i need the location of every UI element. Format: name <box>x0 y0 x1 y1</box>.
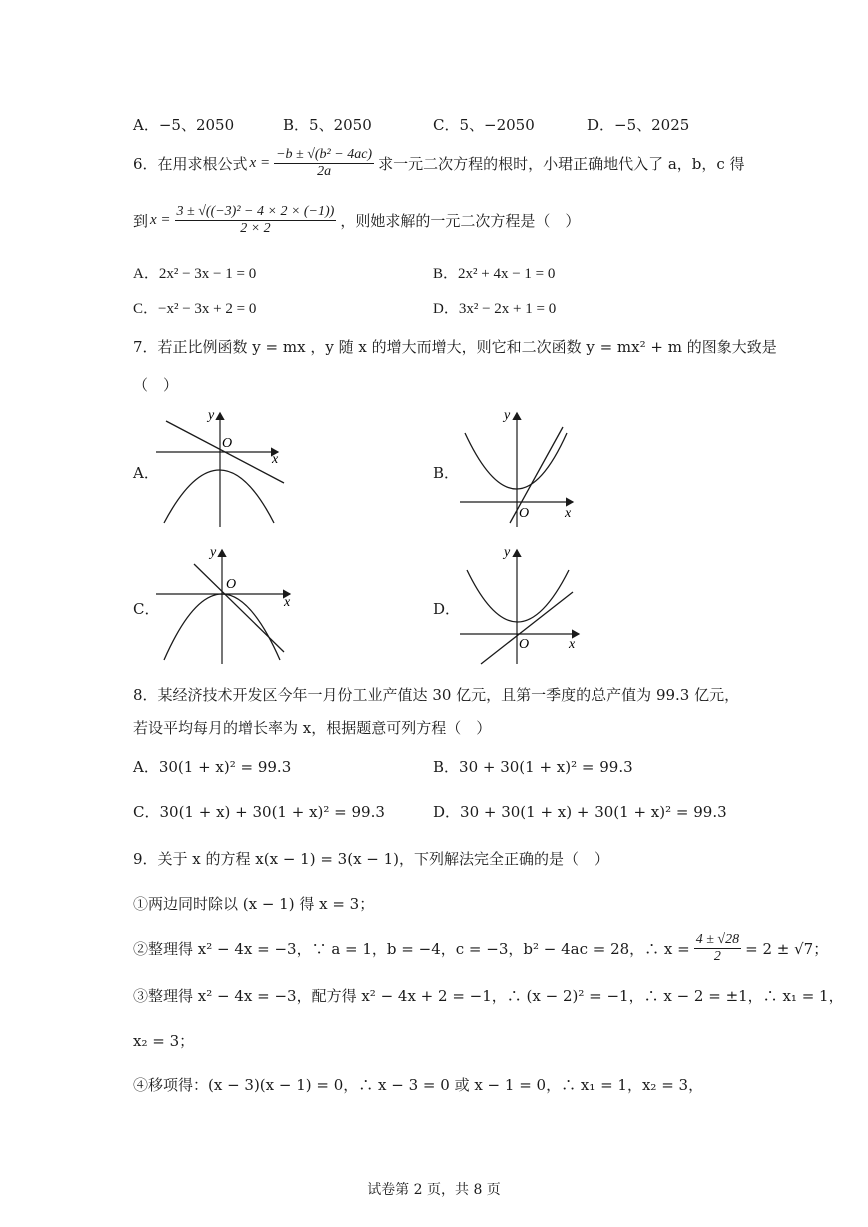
q8-option-c: C．30(1 + x) + 30(1 + x)² = 99.3 <box>133 803 385 821</box>
q6-sub-lhs: x = <box>150 211 171 228</box>
q5-option-d: D．−5、2025 <box>587 116 690 134</box>
q8-line1: 8．某经济技术开发区今年一月份工业产值达 30 亿元，且第一季度的总产值为 99.3 亿元， <box>133 686 740 704</box>
q6-suffix: 求一元二次方程的根时，小珺正确地代入了 a，b，c 得 <box>378 154 745 173</box>
q9-step4: ④移项得：(x − 3)(x − 1) = 0，∴ x − 3 = 0 或 x − 1 = 0，∴ x₁ = 1，x₂ = 3， <box>133 1076 704 1094</box>
q7-line1: 7．若正比例函数 y = mx ，y 随 x 的增大而增大，则它和二次函数 y = mx² + m 的图象大致是 <box>133 338 777 356</box>
q6-formula-lhs: x = <box>249 154 271 171</box>
q6-option-b: B．2x² + 4x − 1 = 0 <box>433 266 556 282</box>
q7-label-c: C． <box>133 600 160 618</box>
q6-prefix: 6．在用求根公式 <box>133 154 248 173</box>
q6-option-d: D．3x² − 2x + 1 = 0 <box>433 301 557 317</box>
parabola <box>465 433 567 489</box>
y-label: y <box>504 545 511 560</box>
q7-graph-b <box>455 405 580 530</box>
q9-step2-prefix: ②整理得 x² − 4x = −3，∵ a = 1，b = −4，c = −3，b² − 4ac = 28，∴ x = <box>133 939 690 958</box>
origin-label: O <box>519 637 530 652</box>
q8-option-b: B．30 + 30(1 + x)² = 99.3 <box>433 758 633 776</box>
q6-root-formula <box>274 147 374 180</box>
q5-option-c: C．5、−2050 <box>433 116 535 134</box>
page-footer: 试卷第 2 页，共 8 页 <box>367 1182 501 1198</box>
q8-option-d: D．30 + 30(1 + x) + 30(1 + x)² = 99.3 <box>433 803 727 821</box>
q9-step2-fraction <box>694 932 741 965</box>
q6-line2-suffix: ，则她求解的一元二次方程是（ ） <box>340 211 581 230</box>
q7-graph-a <box>150 405 295 530</box>
q9-step3-continued: x₂ = 3； <box>133 1032 195 1050</box>
q8-line2: 若设平均每月的增长率为 x，根据题意可列方程（ ） <box>133 719 492 737</box>
origin-label: O <box>519 506 530 521</box>
q6-formula-denominator: 2a <box>317 163 332 179</box>
q6-line2 <box>133 195 580 245</box>
q7-line2: （ ） <box>133 376 179 394</box>
q6-formula-numerator: −b ± √(b² − 4ac) <box>276 146 373 162</box>
q6-line1 <box>133 140 745 186</box>
y-label: y <box>208 408 215 423</box>
q6-sub-denominator: 2 × 2 <box>240 220 271 236</box>
q9-step1: ①两边同时除以 (x − 1) 得 x = 3； <box>133 895 375 913</box>
x-label: x <box>569 637 576 652</box>
line <box>481 592 573 664</box>
x-label: x <box>272 452 279 467</box>
line <box>194 564 284 652</box>
q8-option-a: A．30(1 + x)² = 99.3 <box>133 758 292 776</box>
q7-label-d: D． <box>433 600 461 618</box>
q7-label-b: B． <box>433 464 460 482</box>
q7-graph-c <box>150 542 300 667</box>
q9-line1: 9．关于 x 的方程 x(x − 1) = 3(x − 1)，下列解法完全正确的是（ ） <box>133 850 610 868</box>
q7-graph-d <box>455 542 585 667</box>
q9-step2 <box>133 926 828 970</box>
x-label: x <box>565 506 572 521</box>
q6-option-c: C．−x² − 3x + 2 = 0 <box>133 301 257 317</box>
parabola <box>467 570 569 622</box>
q9-step2-suffix: = 2 ± √7； <box>745 939 829 958</box>
line <box>510 427 563 523</box>
y-label: y <box>504 408 511 423</box>
y-label: y <box>210 545 217 560</box>
q6-option-a: A．2x² − 3x − 1 = 0 <box>133 266 257 282</box>
q9-step2-numerator: 4 ± √28 <box>695 931 740 947</box>
q9-step2-denominator: 2 <box>713 948 721 964</box>
q9-step3: ③整理得 x² − 4x = −3，配方得 x² − 4x + 2 = −1，∴ (x − 2)² = −1，∴ x − 2 = ±1，∴ x₁ = 1， <box>133 987 844 1005</box>
x-label: x <box>284 595 291 610</box>
q7-label-a: A． <box>133 464 159 482</box>
q6-substituted-formula <box>175 204 337 237</box>
q6-sub-numerator: 3 ± √((−3)² − 4 × 2 × (−1)) <box>176 203 335 219</box>
origin-label: O <box>222 436 233 451</box>
origin-label: O <box>226 577 237 592</box>
parabola <box>164 470 274 523</box>
q6-line2-prefix: 到 <box>133 211 149 230</box>
q5-option-a: A．−5、2050 <box>133 116 235 134</box>
q5-option-b: B．5、2050 <box>283 116 372 134</box>
